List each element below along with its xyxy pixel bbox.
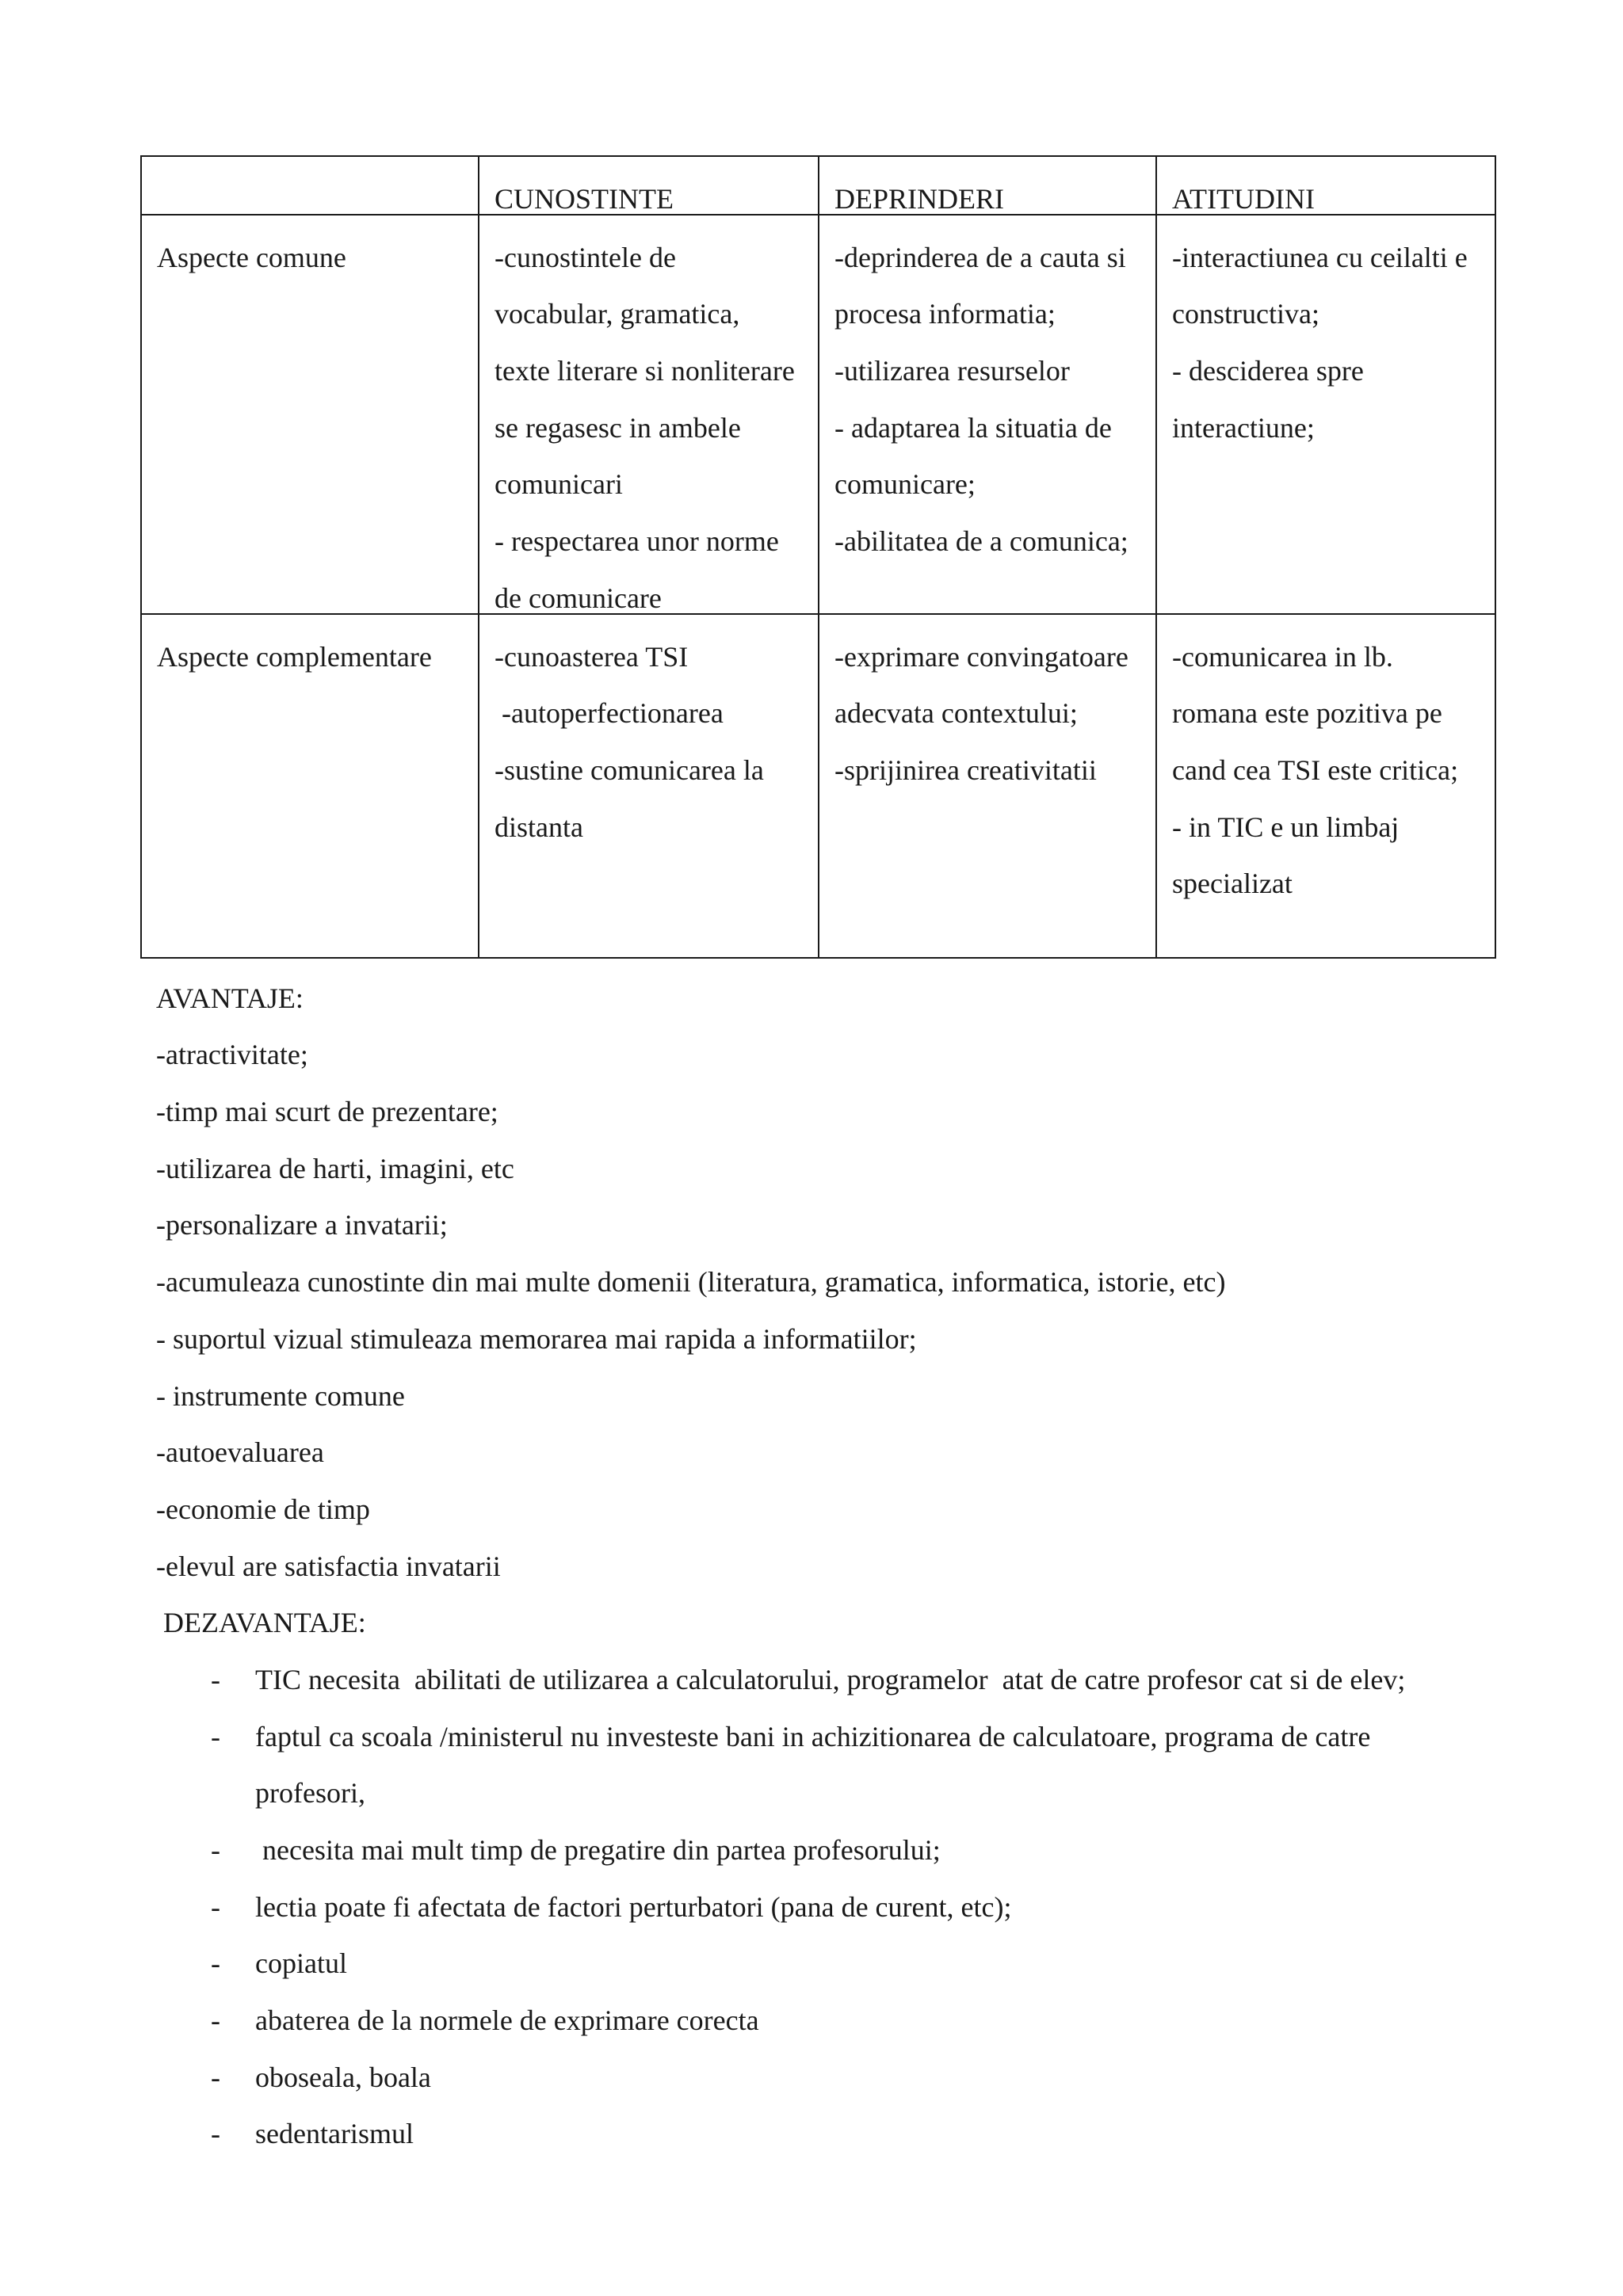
avantaje-item: - instrumente comune: [156, 1379, 405, 1412]
avantaje-item: -utilizarea de harti, imagini, etc: [156, 1152, 514, 1184]
cell-line: -interactiunea cu ceilalti e: [1172, 241, 1468, 273]
cell-line: -exprimare convingatoare: [834, 640, 1128, 673]
header-cell-atitudini: [1156, 156, 1495, 215]
cell-line: adecvata contextului;: [834, 697, 1078, 730]
avantaje-item: -acumuleaza cunostinte din mai multe domenii (literatura, gramatica, informatica, istorie, etc): [156, 1266, 1226, 1299]
dezavantaje-item: [156, 1638, 1495, 1695]
cell-line: de comunicare: [495, 582, 662, 614]
bullet-dash: -: [211, 1720, 220, 1753]
cell-line: romana este pozitiva pe: [1172, 697, 1442, 730]
dezavantaje-item: [156, 1808, 1495, 1865]
item-line: sedentarismul: [255, 2118, 414, 2150]
table-row-aspecte-comune: [141, 215, 1495, 614]
bullet-dash: -: [211, 1834, 220, 1866]
avantaje-item: -personalizare a invatarii;: [156, 1209, 448, 1241]
cell-line: -cunoasterea TSI: [495, 640, 689, 673]
header-cell-deprinderi: [819, 156, 1156, 215]
table-row-aspecte-complementare: [141, 614, 1495, 958]
cell-line: procesa informatia;: [834, 298, 1056, 330]
cell-line: - desciderea spre: [1172, 355, 1364, 387]
dezavantaje-item: [156, 2092, 1495, 2149]
cell-line: constructiva;: [1172, 298, 1319, 330]
dezavantaje-item: [156, 1922, 1495, 1979]
dezavantaje-item: [156, 1695, 1495, 1808]
bullet-dash: -: [211, 1947, 220, 1980]
cell-line: -abilitatea de a comunica;: [834, 525, 1128, 558]
row-label: Aspecte comune: [157, 241, 346, 273]
cell-line: interactiune;: [1172, 411, 1315, 444]
bullet-dash: -: [211, 2118, 220, 2150]
cell-line: cand cea TSI este critica;: [1172, 753, 1459, 786]
cell-line: distanta: [495, 810, 583, 843]
item-line: profesori,: [255, 1777, 365, 1810]
bullet-dash: -: [211, 1890, 220, 1923]
cell-line: -utilizarea resurselor: [834, 355, 1070, 387]
cell-line: -comunicarea in lb.: [1172, 640, 1393, 673]
item-line: TIC necesita abilitati de utilizarea a calculatorului, programelor atat de catre profesor cat si de elev;: [255, 1663, 1406, 1695]
comparison-table: [140, 155, 1496, 959]
bullet-dash: -: [211, 2004, 220, 2037]
avantaje-item: -economie de timp: [156, 1493, 370, 1525]
item-line: faptul ca scoala /ministerul nu investeste bani in achizitionarea de calculatoare, programa de catre: [255, 1720, 1371, 1753]
bullet-dash: -: [211, 2061, 220, 2093]
dezavantaje-item: [156, 1978, 1495, 2035]
header-label: CUNOSTINTE: [495, 182, 674, 215]
bullet-dash: -: [211, 1663, 220, 1695]
body-text: [156, 956, 1495, 2149]
header-cell-cunostinte: [479, 156, 819, 215]
cunostinte-cell: [479, 614, 819, 958]
dezavantaje-item: [156, 2035, 1495, 2092]
cell-line: - in TIC e un limbaj: [1172, 810, 1400, 843]
header-label: ATITUDINI: [1172, 182, 1315, 215]
avantaje-item: -elevul are satisfactia invatarii: [156, 1550, 501, 1582]
cell-line: - respectarea unor norme: [495, 525, 779, 558]
cell-line: - adaptarea la situatia de: [834, 411, 1112, 444]
row-label: Aspecte complementare: [157, 640, 432, 673]
atitudini-cell: [1156, 215, 1495, 614]
cell-line: -cunostintele de: [495, 241, 676, 273]
avantaje-item: -timp mai scurt de prezentare;: [156, 1096, 498, 1128]
dezavantaje-heading: DEZAVANTAJE:: [156, 1607, 366, 1639]
avantaje-heading: AVANTAJE:: [156, 982, 304, 1014]
avantaje-item: - suportul vizual stimuleaza memorarea mai rapida a informatiilor;: [156, 1322, 917, 1355]
atitudini-cell: [1156, 614, 1495, 958]
cunostinte-cell: [479, 215, 819, 614]
cell-line: specializat: [1172, 868, 1293, 900]
cell-line: vocabular, gramatica,: [495, 298, 740, 330]
cell-line: comunicare;: [834, 468, 976, 501]
item-line: lectia poate fi afectata de factori perturbatori (pana de curent, etc);: [255, 1890, 1012, 1923]
row-label-cell: [141, 215, 479, 614]
deprinderi-cell: [819, 614, 1156, 958]
table-header-row: [141, 156, 1495, 215]
deprinderi-cell: [819, 215, 1156, 614]
dezavantaje-item: [156, 1865, 1495, 1922]
cell-line: -sustine comunicarea la: [495, 753, 764, 786]
cell-line: se regasesc in ambele: [495, 411, 741, 444]
item-line: abaterea de la normele de exprimare corecta: [255, 2004, 759, 2037]
item-line: oboseala, boala: [255, 2061, 431, 2093]
item-line: copiatul: [255, 1947, 347, 1980]
row-label-cell: [141, 614, 479, 958]
cell-line: -autoperfectionarea: [495, 697, 724, 730]
cell-line: -deprinderea de a cauta si: [834, 241, 1126, 273]
avantaje-item: -autoevaluarea: [156, 1436, 324, 1469]
cell-line: texte literare si nonliterare: [495, 355, 795, 387]
cell-line: -sprijinirea creativitatii: [834, 753, 1097, 786]
header-label: DEPRINDERI: [834, 182, 1004, 215]
item-line: necesita mai mult timp de pregatire din partea profesorului;: [255, 1834, 941, 1866]
cell-line: comunicari: [495, 468, 623, 501]
avantaje-item: -atractivitate;: [156, 1039, 308, 1071]
table-corner-cell: [141, 156, 479, 215]
